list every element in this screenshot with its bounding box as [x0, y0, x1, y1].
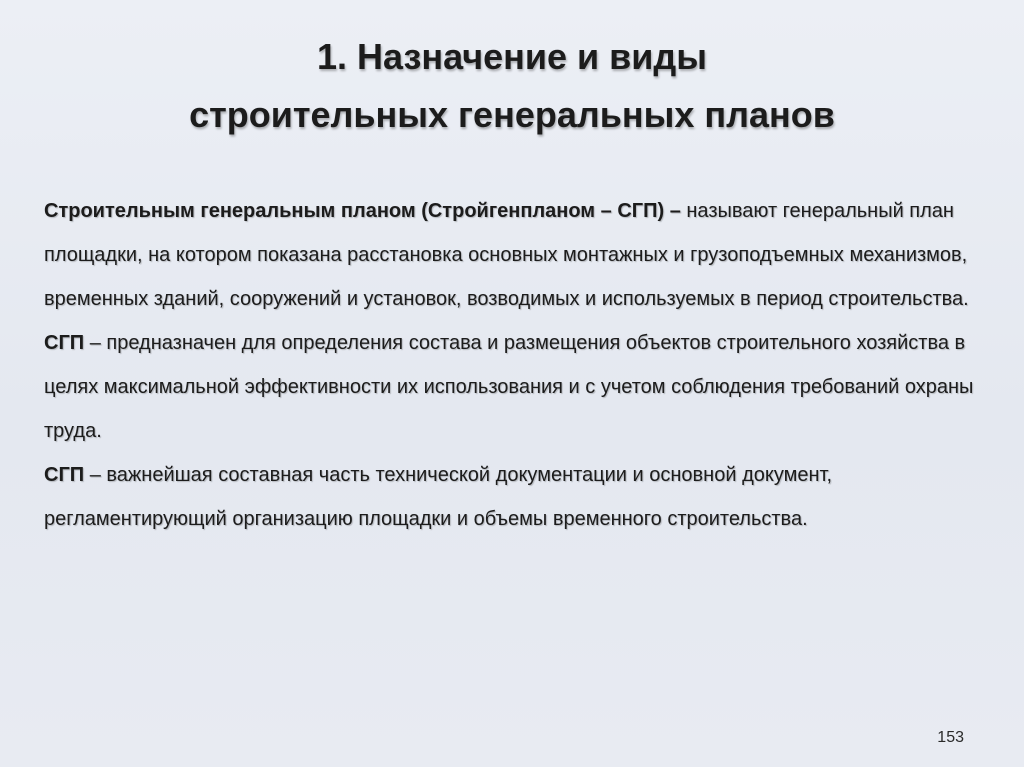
paragraph-term: Строительным генеральным планом (Стройгенпланом – СГП) – [44, 200, 681, 222]
page-number: 153 [937, 729, 964, 746]
paragraph-term: СГП [44, 464, 85, 486]
paragraph-purpose [44, 321, 974, 453]
paragraph-importance [44, 453, 974, 541]
paragraph-text: называют генеральный план площадки, на котором показана расстановка основных монтажных и грузоподъемных механизмов, временных зданий, сооружений и установок, возводимых и используемых в период строительства. [44, 200, 969, 310]
paragraph-definition [44, 189, 974, 321]
paragraph-text: – важнейшая составная часть технической документации и основной документ, регламентирующий организацию площадки и объемы временного строительства. [44, 464, 833, 530]
paragraph-text: – предназначен для определения состава и размещения объектов строительного хозяйства в целях максимальной эффективности их использования и с учетом соблюдения требований охраны труда. [44, 332, 974, 442]
title-line-1: 1. Назначение и виды [316, 36, 708, 77]
paragraph-term: СГП [44, 332, 85, 354]
title-line-2: строительных генеральных планов [189, 94, 835, 135]
slide-title [0, 28, 1024, 144]
slide-body [44, 189, 974, 541]
